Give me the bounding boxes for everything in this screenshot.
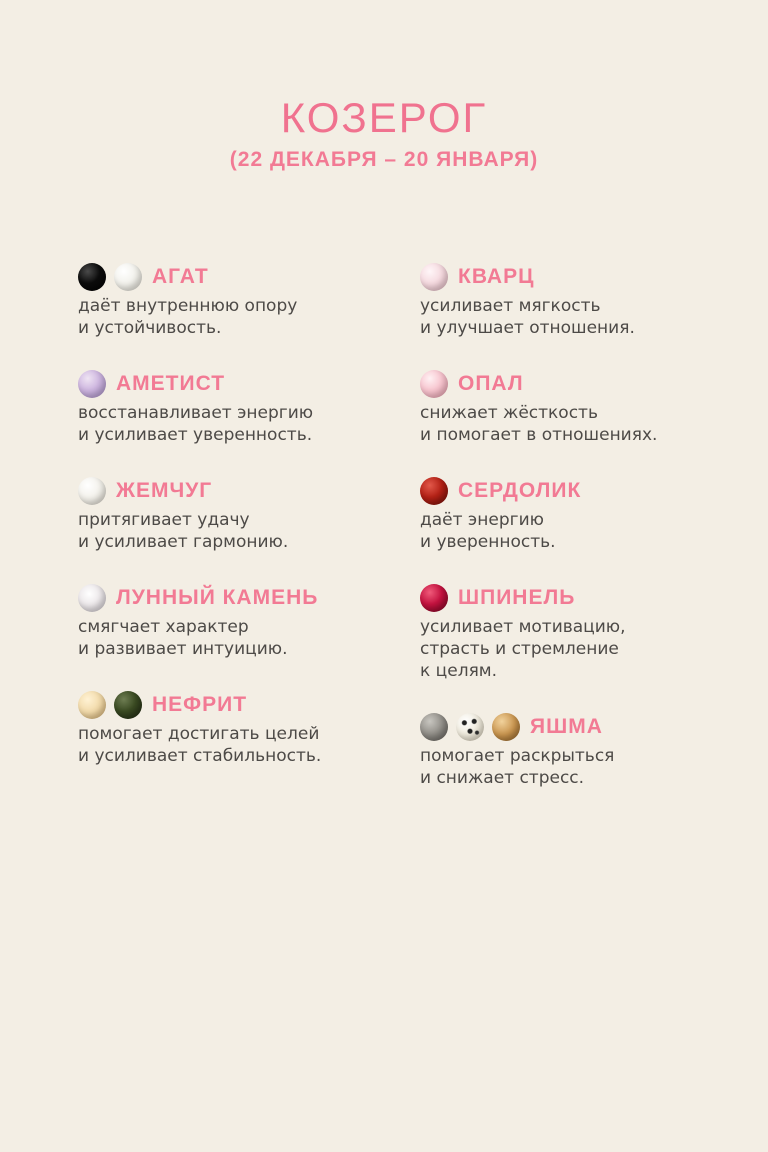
black-agate-bead-icon <box>78 263 106 291</box>
carnelian-bead-icon <box>420 477 448 505</box>
stone-description: усиливает мягкость и улучшает отношения. <box>420 296 635 338</box>
stones-left-column <box>78 262 408 797</box>
stone-header <box>78 369 408 399</box>
stone-name: АГАТ <box>152 265 209 288</box>
header <box>0 92 768 174</box>
stone-spinel <box>420 583 750 682</box>
stone-agate <box>78 262 408 339</box>
stone-name: НЕФРИТ <box>152 693 248 716</box>
bead-group <box>78 584 114 612</box>
bead-group <box>78 477 114 505</box>
stone-header <box>420 476 750 506</box>
stone-name: ШПИНЕЛЬ <box>458 586 576 609</box>
pearl-bead-icon <box>78 477 106 505</box>
bead-group <box>420 713 528 741</box>
stone-header <box>420 712 750 742</box>
stone-description: восстанавливает энергию и усиливает уверенность. <box>78 403 314 445</box>
spinel-bead-icon <box>420 584 448 612</box>
moonstone-bead-icon <box>78 584 106 612</box>
stone-name: СЕРДОЛИК <box>458 479 582 502</box>
stone-name: КВАРЦ <box>458 265 535 288</box>
stone-quartz <box>420 262 750 339</box>
brown-jasper-bead-icon <box>492 713 520 741</box>
bead-group <box>78 370 114 398</box>
stone-description: помогает раскрыться и снижает стресс. <box>420 746 615 788</box>
stone-header <box>78 583 408 613</box>
stone-header <box>420 369 750 399</box>
stone-pearl <box>78 476 408 553</box>
bead-group <box>78 691 150 719</box>
bead-group <box>420 584 456 612</box>
grey-jasper-bead-icon <box>420 713 448 741</box>
bead-group <box>420 477 456 505</box>
page-title: КОЗЕРОГ <box>280 94 488 141</box>
amethyst-bead-icon <box>78 370 106 398</box>
stone-header <box>78 476 408 506</box>
date-range-subtitle: (22 ДЕКАБРЯ – 20 ЯНВАРЯ) <box>229 148 539 171</box>
stone-name: ЯШМА <box>530 715 603 738</box>
cream-jade-bead-icon <box>78 691 106 719</box>
stones-right-column <box>420 262 750 819</box>
stone-description: даёт энергию и уверенность. <box>420 510 556 552</box>
stone-header <box>78 690 408 720</box>
stone-header <box>420 262 750 292</box>
stone-jade <box>78 690 408 767</box>
stone-description: даёт внутреннюю опору и устойчивость. <box>78 296 298 338</box>
stone-name: ОПАЛ <box>458 372 524 395</box>
stone-description: притягивает удачу и усиливает гармонию. <box>78 510 289 552</box>
stone-carnelian <box>420 476 750 553</box>
stone-name: ЖЕМЧУГ <box>116 479 213 502</box>
green-jade-bead-icon <box>114 691 142 719</box>
stone-description: помогает достигать целей и усиливает стабильность. <box>78 724 322 766</box>
stone-description: снижает жёсткость и помогает в отношениях. <box>420 403 658 445</box>
stone-description: усиливает мотивацию, страсть и стремление к целям. <box>420 617 626 681</box>
dalmatian-jasper-bead-icon <box>456 713 484 741</box>
stone-opal <box>420 369 750 446</box>
stone-description: смягчает характер и развивает интуицию. <box>78 617 288 659</box>
bead-group <box>420 370 456 398</box>
stone-name: АМЕТИСТ <box>116 372 226 395</box>
bead-group <box>420 263 456 291</box>
bead-group <box>78 263 150 291</box>
pink-opal-bead-icon <box>420 370 448 398</box>
stone-moonstone <box>78 583 408 660</box>
rose-quartz-bead-icon <box>420 263 448 291</box>
stone-amethyst <box>78 369 408 446</box>
white-agate-bead-icon <box>114 263 142 291</box>
stone-header <box>420 583 750 613</box>
stone-header <box>78 262 408 292</box>
stone-name: ЛУННЫЙ КАМЕНЬ <box>116 586 319 609</box>
stone-jasper <box>420 712 750 789</box>
